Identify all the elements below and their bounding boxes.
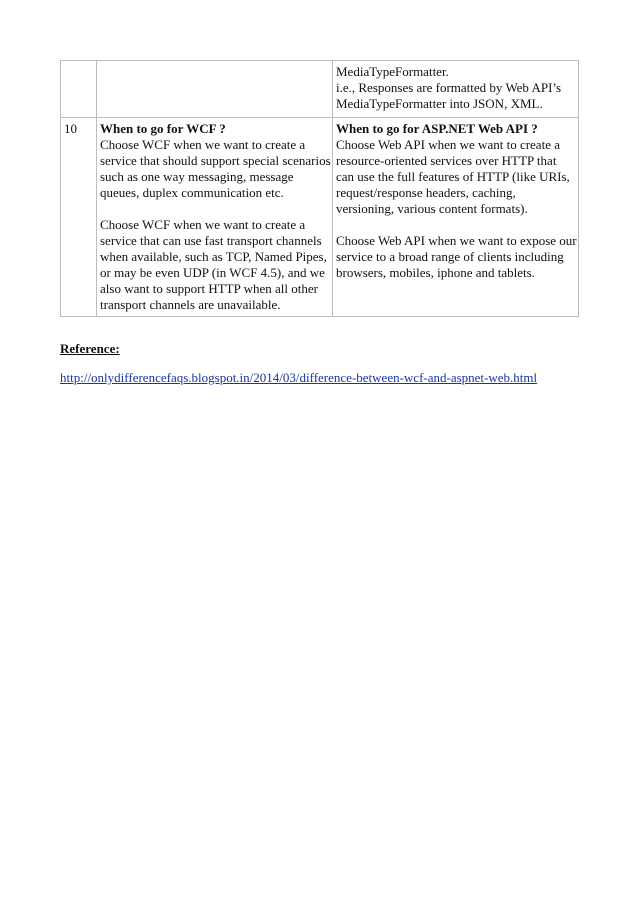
web-api-text-line: service to a broad range of clients including <box>336 249 564 264</box>
web-api-heading: When to go for ASP.NET Web API ? <box>336 121 538 136</box>
web-api-text-line: browsers, mobiles, iphone and tablets. <box>336 265 535 280</box>
wcf-text-line: transport channels are unavailable. <box>100 297 281 312</box>
web-api-text-line: i.e., Responses are formatted by Web API’s <box>336 80 562 95</box>
wcf-text-line: such as one way messaging, message <box>100 169 294 184</box>
wcf-cell <box>97 118 333 317</box>
table-row-10 <box>61 118 579 317</box>
web-api-text-line: versioning, various content formats). <box>336 201 528 216</box>
wcf-text-line: Choose WCF when we want to create a <box>100 217 306 232</box>
web-api-text-line: can use the full features of HTTP (like URIs, <box>336 169 570 184</box>
web-api-text-line: MediaTypeFormatter into JSON, XML. <box>336 96 543 111</box>
wcf-cell <box>97 61 333 118</box>
paragraph-spacer <box>336 217 575 233</box>
web-api-cell <box>333 61 579 118</box>
wcf-text-line: or may be even UDP (in WCF 4.5), and we <box>100 265 325 280</box>
web-api-cell <box>333 118 579 317</box>
table-row-continuation <box>61 61 579 118</box>
paragraph-spacer <box>100 201 329 217</box>
wcf-text-line: service that should support special scenarios <box>100 153 331 168</box>
reference-link[interactable]: http://onlydifferencefaqs.blogspot.in/2014/03/difference-between-wcf-and-aspnet-web.html <box>60 370 538 385</box>
wcf-text-line: service that can use fast transport channels <box>100 233 322 248</box>
web-api-text-line: Choose Web API when we want to create a <box>336 137 560 152</box>
wcf-text-line: when available, such as TCP, Named Pipes, <box>100 249 327 264</box>
wcf-text-line: Choose WCF when we want to create a <box>100 137 306 152</box>
row-number-cell: 10 <box>61 118 97 317</box>
wcf-text-line: queues, duplex communication etc. <box>100 185 284 200</box>
web-api-text-line: Choose Web API when we want to expose our <box>336 233 577 248</box>
web-api-text-line: resource-oriented services over HTTP that <box>336 153 557 168</box>
web-api-text-line: request/response headers, caching, <box>336 185 516 200</box>
web-api-text-line: MediaTypeFormatter. <box>336 64 449 79</box>
row-number-cell <box>61 61 97 118</box>
wcf-text-line: also want to support HTTP when all other <box>100 281 318 296</box>
reference-label: Reference: <box>60 341 120 356</box>
comparison-table <box>60 60 579 317</box>
wcf-heading: When to go for WCF ? <box>100 121 226 136</box>
